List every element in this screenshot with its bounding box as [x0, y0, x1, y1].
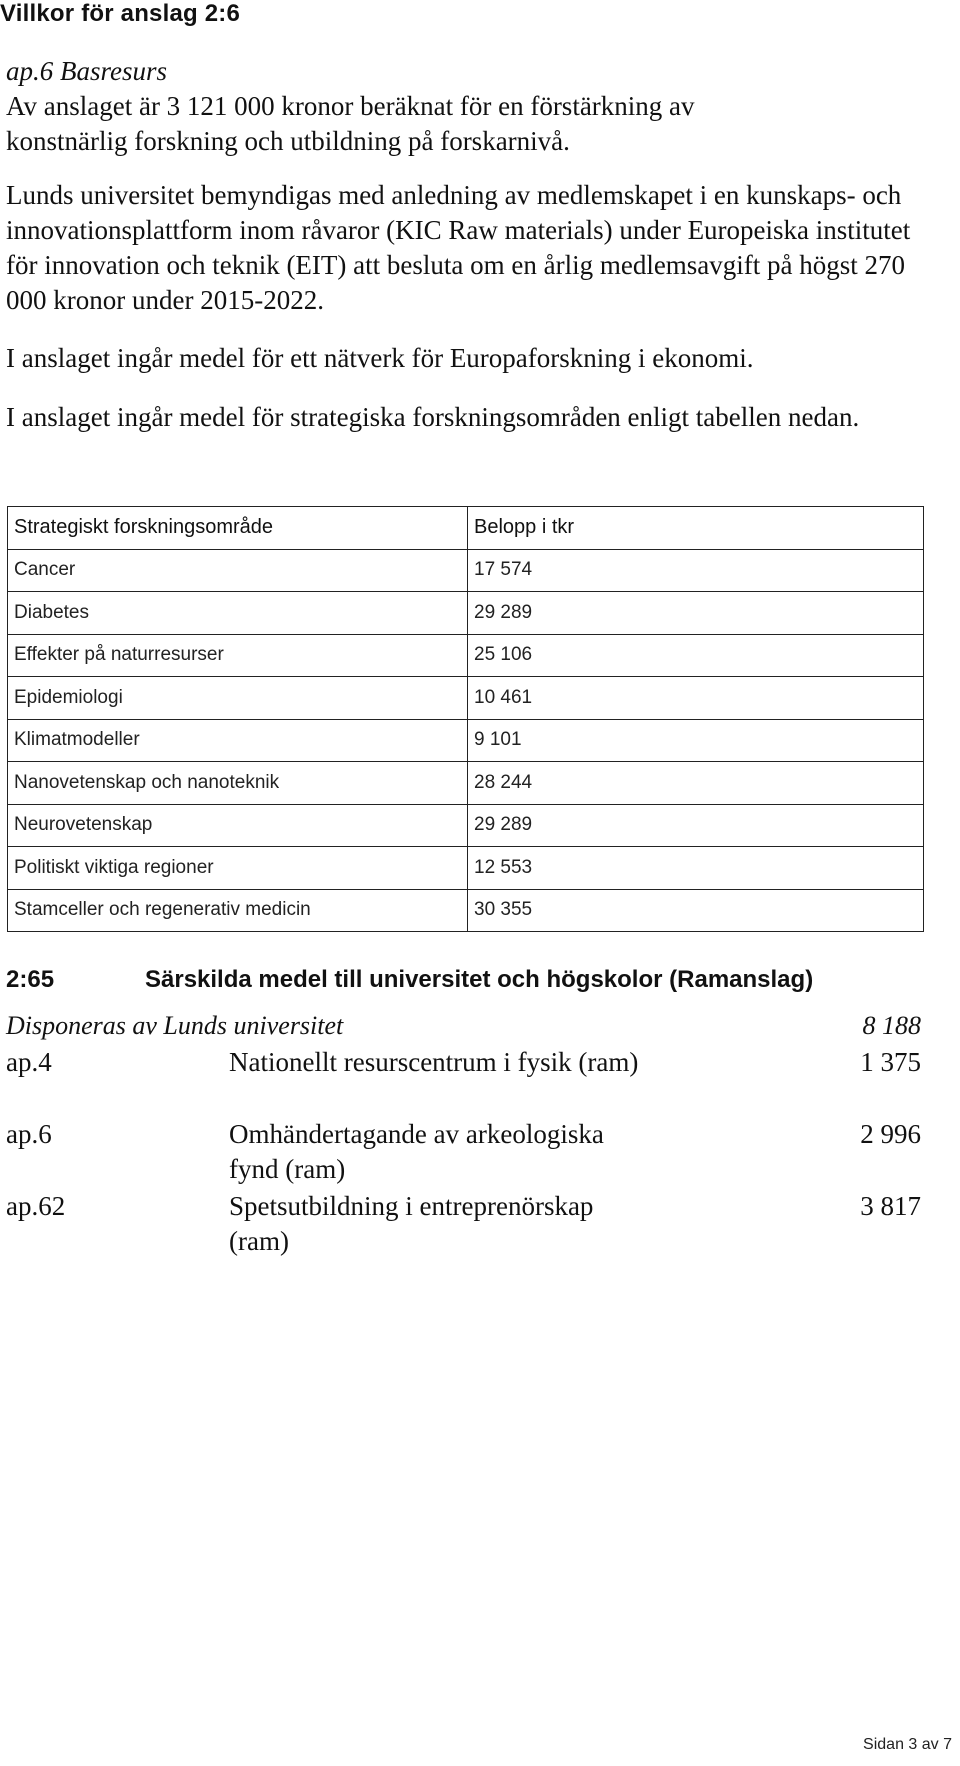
ap6-text: Av anslaget är 3 121 000 kronor beräknat för en förstärkning av konstnärlig forskning och utbildning på forskarnivå. [6, 91, 695, 156]
table-header-row [8, 507, 924, 550]
paragraph-europaforskning: I anslaget ingår medel för ett nätverk för Europaforskning i ekonomi. [6, 343, 754, 373]
table-row [8, 804, 924, 847]
area-name: Nanovetenskap och nanoteknik [8, 762, 468, 805]
table-row [8, 889, 924, 932]
area-amount: 29 289 [468, 592, 924, 635]
ap6-section [6, 54, 946, 159]
research-areas-table [7, 506, 924, 932]
disposition-line [6, 1011, 921, 1041]
area-amount: 30 355 [468, 889, 924, 932]
area-name: Neurovetenskap [8, 804, 468, 847]
area-amount: 28 244 [468, 762, 924, 805]
area-name: Klimatmodeller [8, 719, 468, 762]
column-header-amount: Belopp i tkr [468, 507, 924, 550]
area-amount: 12 553 [468, 847, 924, 890]
table-row [8, 592, 924, 635]
paragraph-strategiska: I anslaget ingår medel för strategiska forskningsområden enligt tabellen nedan. [6, 402, 860, 432]
table-row [8, 847, 924, 890]
area-amount: 17 574 [468, 549, 924, 592]
area-amount: 25 106 [468, 634, 924, 677]
area-name: Stamceller och regenerativ medicin [8, 889, 468, 932]
item-amount: 2 996 [860, 1119, 921, 1149]
item-ap: ap.4 [6, 1047, 52, 1077]
area-name: Cancer [8, 549, 468, 592]
item-text: Omhändertagande av arkeologiska fynd (ram) [229, 1119, 604, 1184]
table-row [8, 762, 924, 805]
ap6-label: ap.6 Basresurs [6, 56, 168, 86]
item-text: Spetsutbildning i entreprenörskap (ram) [229, 1191, 594, 1256]
area-name: Effekter på naturresurser [8, 634, 468, 677]
area-amount: 10 461 [468, 677, 924, 720]
item-ap: ap.6 [6, 1119, 52, 1149]
area-name: Diabetes [8, 592, 468, 635]
disposition-label: Disponeras av Lunds universitet [6, 1011, 344, 1040]
item-ap: ap.62 [6, 1191, 66, 1221]
table-row [8, 634, 924, 677]
disposition-amount: 8 188 [862, 1011, 921, 1040]
paragraph-eit: Lunds universitet bemyndigas med anledning av medlemskapet i en kunskaps- och innovationsplattform inom råvaror (KIC Raw materials) under Europeiska institutet för innovation och teknik (EIT) att besluta om en årlig medlemsavgift på högst 270 000 kronor under 2015-2022. [6, 180, 911, 315]
page-heading: Villkor för anslag 2:6 [0, 0, 241, 27]
section-title: Särskilda medel till universitet och högskolor (Ramanslag) [145, 966, 814, 993]
item-amount: 3 817 [860, 1191, 921, 1221]
column-header-area: Strategiskt forskningsområde [8, 507, 468, 550]
area-name: Politiskt viktiga regioner [8, 847, 468, 890]
area-name: Epidemiologi [8, 677, 468, 720]
section-number: 2:65 [6, 966, 55, 993]
page-footer: Sidan 3 av 7 [863, 1736, 952, 1753]
area-amount: 29 289 [468, 804, 924, 847]
table-row [8, 549, 924, 592]
table-row [8, 677, 924, 720]
area-amount: 9 101 [468, 719, 924, 762]
table-row [8, 719, 924, 762]
item-amount: 1 375 [860, 1047, 921, 1077]
item-text: Nationellt resurscentrum i fysik (ram) [229, 1047, 639, 1077]
